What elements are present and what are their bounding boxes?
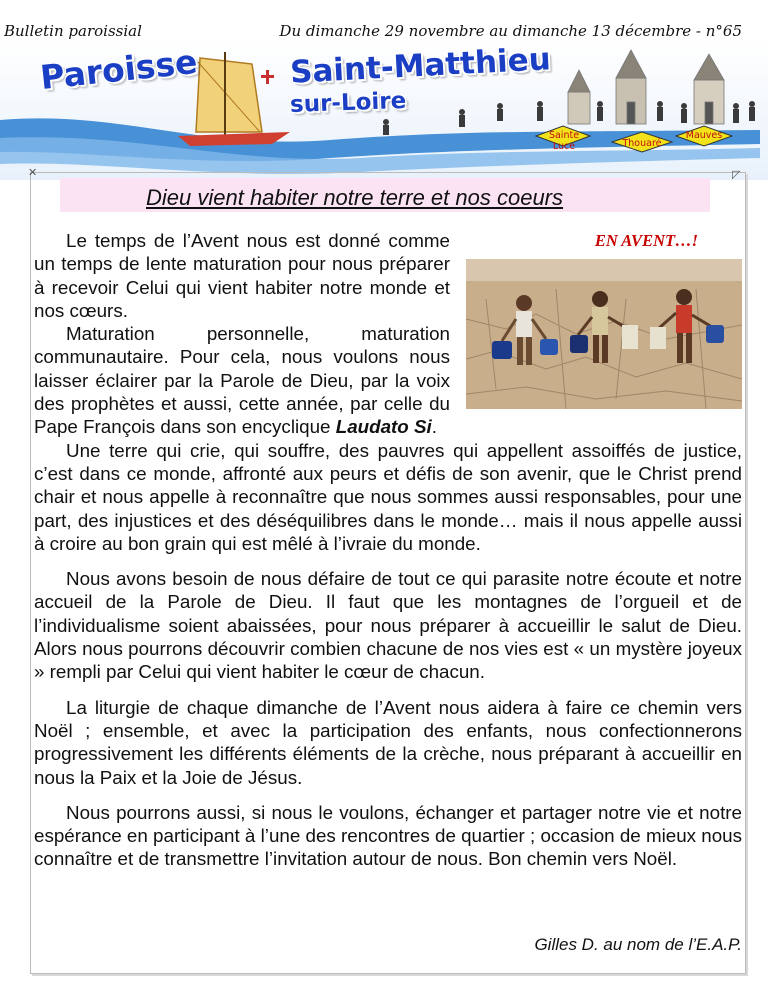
title-paroisse: Paroisse xyxy=(38,41,200,98)
children-water-photo xyxy=(466,259,742,409)
title-sur-loire: sur-Loire xyxy=(289,87,407,119)
article-title-box xyxy=(60,178,710,212)
paragraph-2: Maturation personnelle, maturation communautaire. Pour cela, nous voulons nous laisser éclairer par la Parole de Dieu, par la voix des prophètes et aussi, cette année, par celle du Pape François dans son encyclique Laudato Si. xyxy=(34,323,450,438)
signature: Gilles D. au nom de l’E.A.P. xyxy=(534,935,742,954)
date-info: Du dimanche 29 novembre au dimanche 13 décembre - n°65 xyxy=(279,22,742,40)
paragraph-4: Nous avons besoin de nous défaire de tout ce qui parasite notre écoute et notre accueil de la Parole de Dieu. Il faut que les montagnes de l’orgueil et de l’individualisme soient abaissées, pour nous préparer à accueillir le salut de Dieu. Alors nous pourrons découvrir combien chacune de nos vies est « un mystère joyeux » rempli par Celui qui vient habiter le cœur de chacun. xyxy=(34,568,742,683)
photo-caption: EN AVENT…! xyxy=(594,231,698,250)
badge-mauves: Mauves xyxy=(685,130,723,141)
article-title: Dieu vient habiter notre terre et nos coeurs xyxy=(146,185,564,210)
pin-icon: ✕ xyxy=(28,167,38,179)
paragraph-6: Nous pourrons aussi, si nous le voulons, échanger et partager notre vie et notre espérance en participant à l’une des rencontres de quartier ; occasion de mieux nous connaître et de transmettre l’invitation autour de nous. Bon chemin vers Noël. xyxy=(34,801,742,870)
paragraph-1: Le temps de l’Avent nous est donné comme un temps de lente maturation pour nous préparer à recevoir Celui qui vient habiter notre monde et nos cœurs. xyxy=(34,230,450,321)
article-body xyxy=(34,229,742,871)
badge-thouare: Thouaré xyxy=(622,138,662,149)
bulletin-label: Bulletin paroissial xyxy=(4,22,142,40)
title-saint-matthieu: Saint-Matthieu xyxy=(289,41,552,91)
corner-icon: ◸ xyxy=(732,169,741,181)
paragraph-5: La liturgie de chaque dimanche de l’Avent nous aidera à faire ce chemin vers Noël ; ensemble, et avec la participation des enfants, nous confectionnerons progressivement les différents éléments de la crèche, nous préparant à accueillir en nous la Paix et la Joie de Jésus. xyxy=(34,696,742,788)
badge-sainte-luce: Sainte Luce xyxy=(548,130,580,152)
paragraph-3: Une terre qui crie, qui souffre, des pauvres qui appellent assoiffés de justice, c’est dans ce monde, affronté aux peurs et défis de son avenir, que le Christ prend chair et nous appelle à reconnaître que nous sommes aussi responsables, pour une part, des injustices et des déséquilibres dans le monde… mais il nous appelle aussi à croire au bon grain qui est mêlé à l’ivraie du monde. xyxy=(34,439,742,554)
photo-figure xyxy=(460,229,742,412)
encyclical-name: Laudato Si xyxy=(335,416,432,438)
parish-banner xyxy=(0,40,768,180)
